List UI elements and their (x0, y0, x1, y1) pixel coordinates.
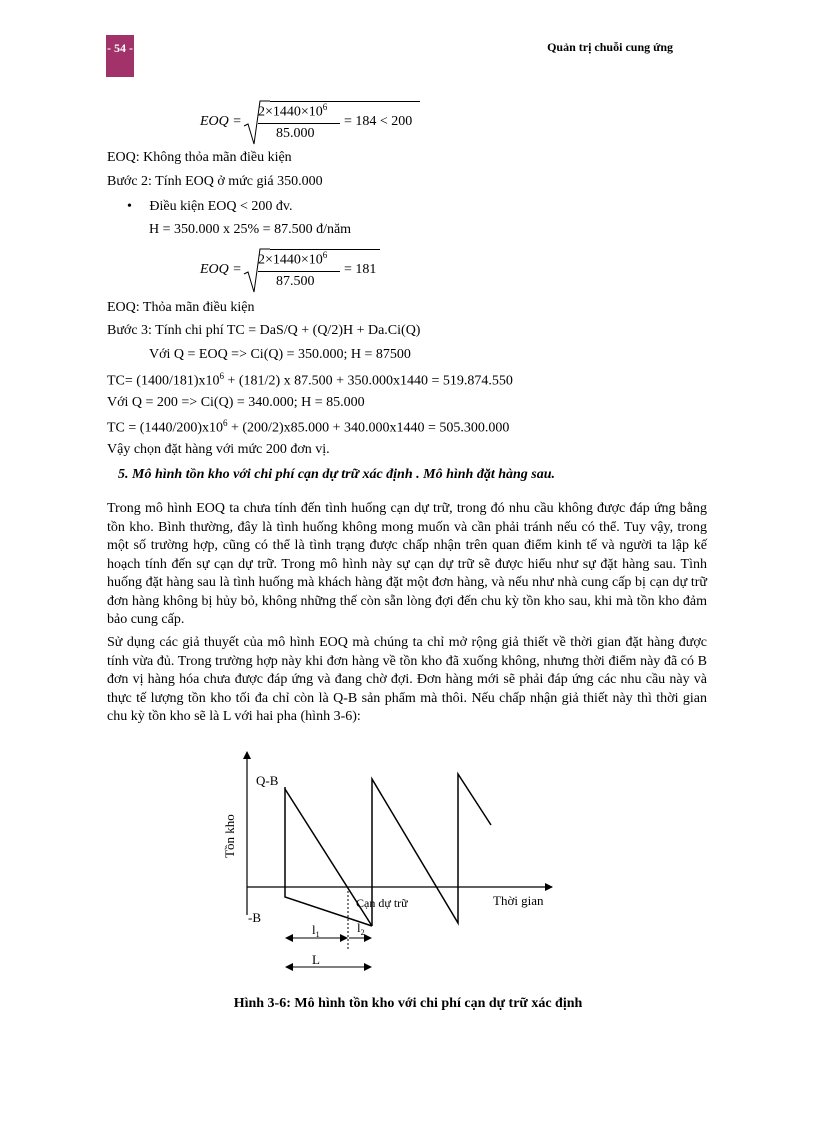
formula-2-numerator: $2\times 1440\times 10^6$ (258, 250, 328, 268)
tc1-line: $TC= (1400/181)x10^6 + (181/2)$ x 87.500 + 350.000x1440 = 519.874.550 (107, 371, 513, 389)
formula-2-lhs: EOQ = (200, 262, 242, 277)
formula-1-rhs: = 184 < 200 (344, 114, 413, 129)
formula-1-numerator: $2\times 1440\times 10^6$ (258, 102, 328, 120)
fraction-bar-2 (258, 271, 340, 272)
stockout-label: Cạn dự trữ (356, 896, 408, 910)
holding-cost-line: H = 350.000 x 25% = 87.500 đ/năm (149, 222, 352, 237)
max-label: Q-B (256, 773, 279, 788)
inventory-diagram (200, 745, 580, 985)
header-title: Quản trị chuỗi cung ứng (547, 40, 673, 54)
eoq-formula-1 (200, 100, 430, 150)
q200-line: Với Q = 200 => Ci(Q) = 340.000; H = 85.000 (107, 395, 365, 410)
figure-caption: Hình 3-6: Mô hình tồn kho với chi phí cạn dự trữ xác định (233, 996, 583, 1011)
min-label: -B (248, 910, 261, 925)
bullet-condition: • Điều kiện EOQ < 200 đv. (127, 199, 293, 214)
eoq-fail-line: EOQ: Không thỏa mãn điều kiện (107, 150, 292, 165)
page-number-badge: - 54 - (106, 35, 134, 77)
step-2-line: Bước 2: Tính EOQ ở mức giá 350.000 (107, 174, 323, 189)
y-axis-label: Tồn kho (222, 814, 237, 858)
section-heading: 5. Mô hình tồn kho với chi phí cạn dự trữ xác định . Mô hình đặt hàng sau. (118, 467, 556, 482)
fraction-bar-1 (258, 123, 340, 124)
formula-1-denominator: 85.000 (276, 126, 315, 141)
paragraph-1: Trong mô hình EOQ ta chưa tính đến tình huống cạn dự trữ, trong đó nhu cầu không được đáp ứng bằng tồn kho. Bình thường, đây là tình huống không mong muốn và cần phải tránh nếu có thể. Tuy vậy, trong một số trường hợp, cũng có thể là tình trạng được chấp nhận trên quan điểm kinh tế và người ta lập kế hoạch tính đến sự cạn dự trữ. Trong mô hình này sự cạn dự trữ sẽ được hiểu như sự đặt hàng sau. Tình huống đặt hàng sau là tình huống mà khách hàng đặt một đơn hàng, và nếu như nhà cung cấp bị cạn dự trữ đơn hàng không bị hủy bỏ, không những thế còn sẵn lòng đợi đến chu kỳ tồn kho sau, khi mà tồn kho đảm bảo cung cấp. (107, 501, 707, 627)
eoq-formula-2 (200, 248, 400, 298)
l2-label: $l_2$ (357, 920, 365, 937)
bullet-icon: • (127, 199, 132, 214)
formula-2-rhs: = 181 (344, 262, 377, 277)
formula-1-lhs: EOQ = (200, 114, 242, 129)
tc2-line: TC = $(1440/200)x10^6 + (200/2)x85.000 + 340.000x1440 = 505.300.000$ (107, 418, 510, 436)
formula-2-denominator: 87.500 (276, 274, 315, 289)
l1-label: $l_1$ (312, 922, 320, 939)
x-axis-label: Thời gian (493, 893, 544, 908)
choose-line: Vậy chọn đặt hàng với mức 200 đơn vị. (107, 442, 330, 457)
paragraph-2: Sử dụng các giả thuyết của mô hình EOQ mà chúng ta chỉ mở rộng giả thiết về thời gian đặt hàng được tính vừa đủ. Trong trường hợp này khi đơn hàng về tồn kho đã xuống không, nhưng thời điểm này đã có B đơn vị hàng hóa chưa được đáp ứng và đang chờ đợi. Đơn hàng mới sẽ phải đáp ứng các nhu cầu này và thực tế lượng tồn kho tối đa chỉ còn là Q-B sản phẩm mà thôi. Nếu chấp nhận giả thiết này thì thời gian chu kỳ tồn kho sẽ là L với hai pha (hình 3-6): (107, 635, 707, 724)
step-3-line: Bước 3: Tính chi phí TC = DaS/Q + (Q/2)H + Da.Ci(Q) (107, 323, 421, 338)
q-eoq-line: Với Q = EOQ => Ci(Q) = 350.000; H = 87500 (149, 347, 411, 362)
eoq-ok-line: EOQ: Thỏa mãn điều kiện (107, 300, 255, 315)
cycle-label: L (312, 952, 320, 967)
